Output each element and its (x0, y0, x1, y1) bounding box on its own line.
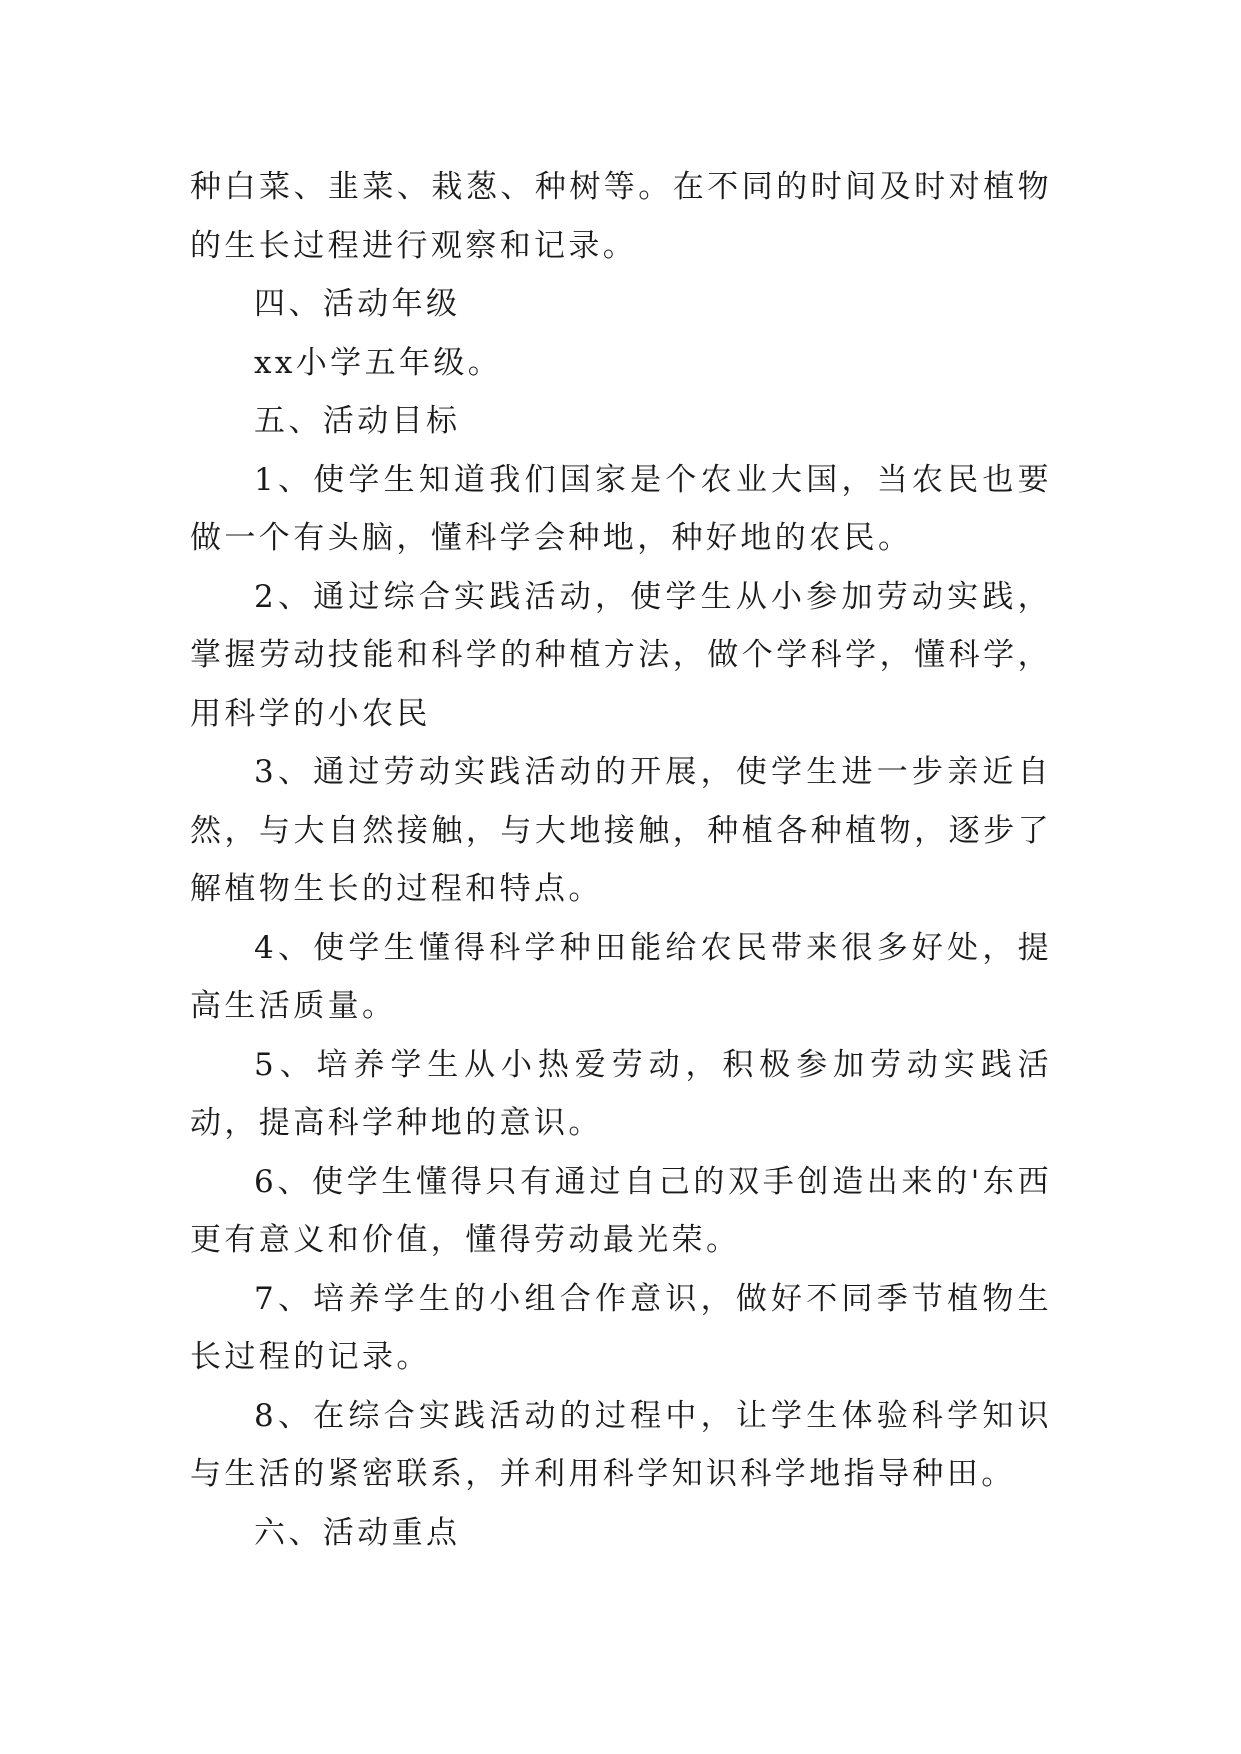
goal-item-5: 5、培养学生从小热爱劳动，积极参加劳动实践活动，提高科学种地的意识。 (190, 1046, 1052, 1141)
paragraph-continuation: 种白菜、韭菜、栽葱、种树等。在不同的时间及时对植物的生长过程进行观察和记录。 (190, 169, 1052, 264)
section-heading-focus: 六、活动重点 (254, 1514, 461, 1551)
paragraph-grade: xx小学五年级。 (254, 344, 503, 381)
section-heading-grade: 四、活动年级 (254, 286, 461, 322)
goal-item-7: 7、培养学生的小组合作意识，做好不同季节植物生长过程的记录。 (190, 1280, 1052, 1375)
goal-item-1: 1、使学生知道我们国家是个农业大国，当农民也要做一个有头脑，懂科学会种地，种好地的农民。 (190, 461, 1052, 556)
goal-item-8: 8、在综合实践活动的过程中，让学生体验科学知识与生活的紧密联系，并利用科学知识科学地指导种田。 (190, 1397, 1052, 1492)
goal-item-3: 3、通过劳动实践活动的开展，使学生进一步亲近自然，与大自然接触，与大地接触，种植各种植物，逐步了解植物生长的过程和特点。 (190, 754, 1052, 907)
document-body (190, 158, 1052, 1562)
goal-item-6: 6、使学生懂得只有通过自己的双手创造出来的'东西更有意义和价值，懂得劳动最光荣。 (190, 1163, 1052, 1258)
goal-item-2: 2、通过综合实践活动，使学生从小参加劳动实践，掌握劳动技能和科学的种植方法，做个学科学，懂科学，用科学的小农民 (190, 578, 1052, 732)
goal-item-4: 4、使学生懂得科学种田能给农民带来很多好处，提高生活质量。 (190, 929, 1052, 1024)
section-heading-goals: 五、活动目标 (254, 403, 461, 439)
